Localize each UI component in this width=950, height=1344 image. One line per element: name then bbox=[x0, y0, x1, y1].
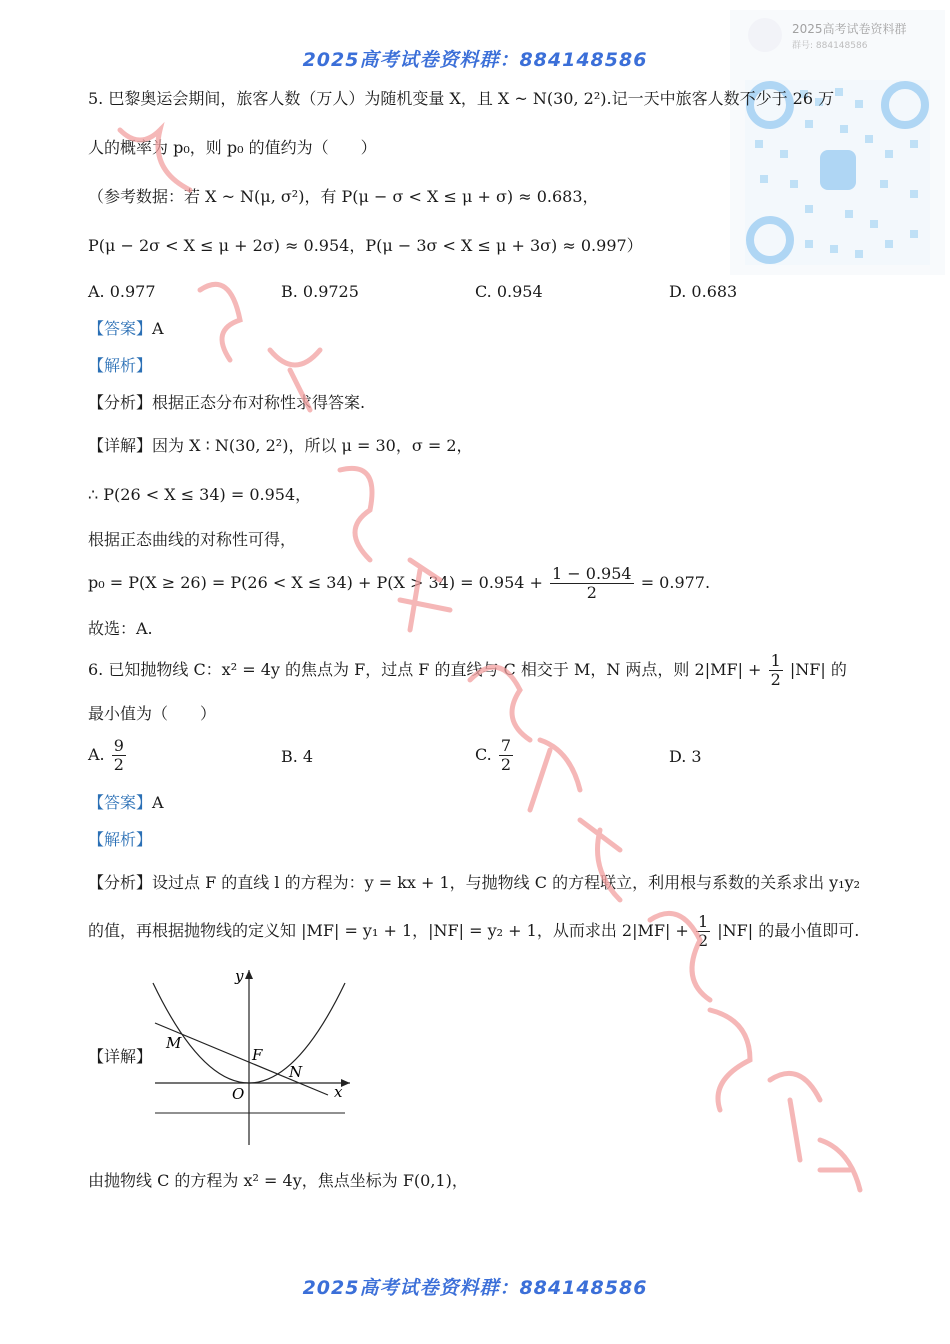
answer-tag: 【答案】 bbox=[88, 793, 153, 812]
answer-tag: 【答案】 bbox=[88, 319, 153, 338]
fenxi-text: 设过点 F 的直线 l 的方程为：y = kx + 1，与抛物线 C 的方程联立，利用根与系数的关系求出 y₁y₂ bbox=[152, 873, 861, 892]
fenxi-text: 根据正态分布对称性求得答案. bbox=[152, 393, 366, 412]
q5-option-c: C. 0.954 bbox=[475, 282, 543, 301]
fraction-numerator: 1 bbox=[697, 912, 709, 931]
q5-detail-line1 bbox=[88, 435, 473, 457]
detail4-left: p₀ = P(X ≥ 26) = P(26 < X ≤ 34) + P(X > 34) = 0.954 + bbox=[88, 573, 543, 592]
q6-option-c bbox=[475, 735, 515, 775]
q6-stem-fraction bbox=[769, 652, 783, 689]
q5-analysis-heading bbox=[88, 355, 152, 377]
qr-title: 2025高考试卷资料群 bbox=[792, 22, 907, 36]
q6-last-line: 由抛物线 C 的方程为 x² = 4y，焦点坐标为 F(0,1)， bbox=[88, 1171, 468, 1190]
q5-fenxi bbox=[88, 392, 365, 414]
y-axis-arrow-icon bbox=[245, 970, 253, 979]
parabola-figure bbox=[150, 965, 355, 1150]
detail4-right: = 0.977. bbox=[640, 573, 711, 592]
q5-option-a: A. 0.977 bbox=[88, 282, 156, 301]
q6-option-b: B. 4 bbox=[281, 747, 314, 766]
q6-option-a bbox=[88, 735, 128, 775]
q5-detail-line2: ∴ P(26 < X ≤ 34) = 0.954， bbox=[88, 485, 312, 504]
fenxi-tag: 【分析】 bbox=[88, 393, 153, 412]
q6-stem-line1 bbox=[88, 650, 847, 690]
q6-detail-tag: 【详解】 bbox=[88, 1047, 153, 1066]
qr-group-number: 群号: 884148586 bbox=[792, 41, 868, 51]
q6-fenxi-line1 bbox=[88, 872, 860, 894]
fenxi-tag: 【分析】 bbox=[88, 873, 153, 892]
q6-stem1-b: |NF| 的 bbox=[789, 660, 847, 679]
option-c-fraction bbox=[499, 737, 513, 774]
answer-value: A bbox=[152, 793, 164, 812]
fraction-denominator: 2 bbox=[770, 670, 781, 689]
q6-stem-line2: 最小值为（ ） bbox=[88, 704, 217, 723]
q5-option-d: D. 0.683 bbox=[669, 282, 738, 301]
q5-option-b: B. 0.9725 bbox=[281, 282, 359, 301]
option-a-prefix: A. bbox=[88, 745, 105, 764]
q6-answer bbox=[88, 792, 164, 814]
fraction-numerator: 1 − 0.954 bbox=[552, 564, 632, 583]
fraction-denominator: 2 bbox=[697, 931, 709, 950]
banner-top: 2025高考试卷资料群：884148586 bbox=[302, 49, 648, 71]
option-c-prefix: C. bbox=[475, 745, 492, 764]
label-x: x bbox=[334, 1083, 343, 1101]
q6-option-d: D. 3 bbox=[669, 747, 702, 766]
q6-stem1-a: 6. 已知抛物线 C：x² = 4y 的焦点为 F，过点 F 的直线与 C 相交于 M，N 两点，则 2|MF| + bbox=[88, 660, 762, 679]
label-n: N bbox=[289, 1063, 303, 1081]
q5-detail-line3: 根据正态曲线的对称性可得， bbox=[88, 530, 297, 549]
fraction-numerator: 1 bbox=[770, 651, 781, 670]
q5-answer bbox=[88, 318, 164, 340]
detail-tag: 【详解】 bbox=[88, 436, 153, 455]
detail-text: 因为 X ∶ N(30, 2²)，所以 μ = 30，σ = 2， bbox=[152, 436, 473, 455]
fraction-numerator: 9 bbox=[113, 736, 124, 755]
answer-value: A bbox=[152, 319, 164, 338]
q5-choose: 故选：A. bbox=[88, 619, 153, 638]
fraction-denominator: 2 bbox=[500, 755, 512, 774]
label-focus: F bbox=[252, 1046, 263, 1064]
analysis-tag: 【解析】 bbox=[88, 830, 153, 849]
detail4-fraction bbox=[550, 565, 634, 602]
analysis-tag: 【解析】 bbox=[88, 356, 153, 375]
q5-stem-line2: 人的概率为 p₀，则 p₀ 的值约为（ ） bbox=[88, 138, 377, 157]
q5-detail-line4 bbox=[88, 563, 710, 603]
q5-reference-line2: P(μ − 2σ < X ≤ μ + 2σ) ≈ 0.954，P(μ − 3σ < X ≤ μ + 3σ) ≈ 0.997） bbox=[88, 236, 643, 255]
fraction-denominator: 2 bbox=[586, 583, 597, 602]
label-origin: O bbox=[232, 1085, 245, 1103]
fenxi2-b: |NF| 的最小值即可. bbox=[717, 921, 860, 940]
q6-analysis-heading bbox=[88, 829, 152, 851]
fenxi2-a: 的值，再根据抛物线的定义知 |MF| = y₁ + 1，|NF| = y₂ + 1，从而求出 2|MF| + bbox=[88, 921, 689, 940]
fraction-denominator: 2 bbox=[113, 755, 124, 774]
label-m: M bbox=[166, 1034, 182, 1052]
label-y: y bbox=[235, 967, 244, 985]
q5-stem-line1: 5. 巴黎奥运会期间，旅客人数（万人）为随机变量 X，且 X ~ N(30, 2²).记一天中旅客人数不少于 26 万 bbox=[88, 89, 835, 108]
q6-fenxi-line2 bbox=[88, 911, 859, 951]
fraction-numerator: 7 bbox=[500, 736, 512, 755]
banner-bottom: 2025高考试卷资料群：884148586 bbox=[302, 1277, 648, 1299]
option-a-fraction bbox=[112, 737, 126, 774]
fenxi2-fraction bbox=[696, 913, 710, 950]
q5-reference-line1: （参考数据：若 X ~ N(μ, σ²)，有 P(μ − σ < X ≤ μ + σ) ≈ 0.683， bbox=[88, 187, 599, 206]
